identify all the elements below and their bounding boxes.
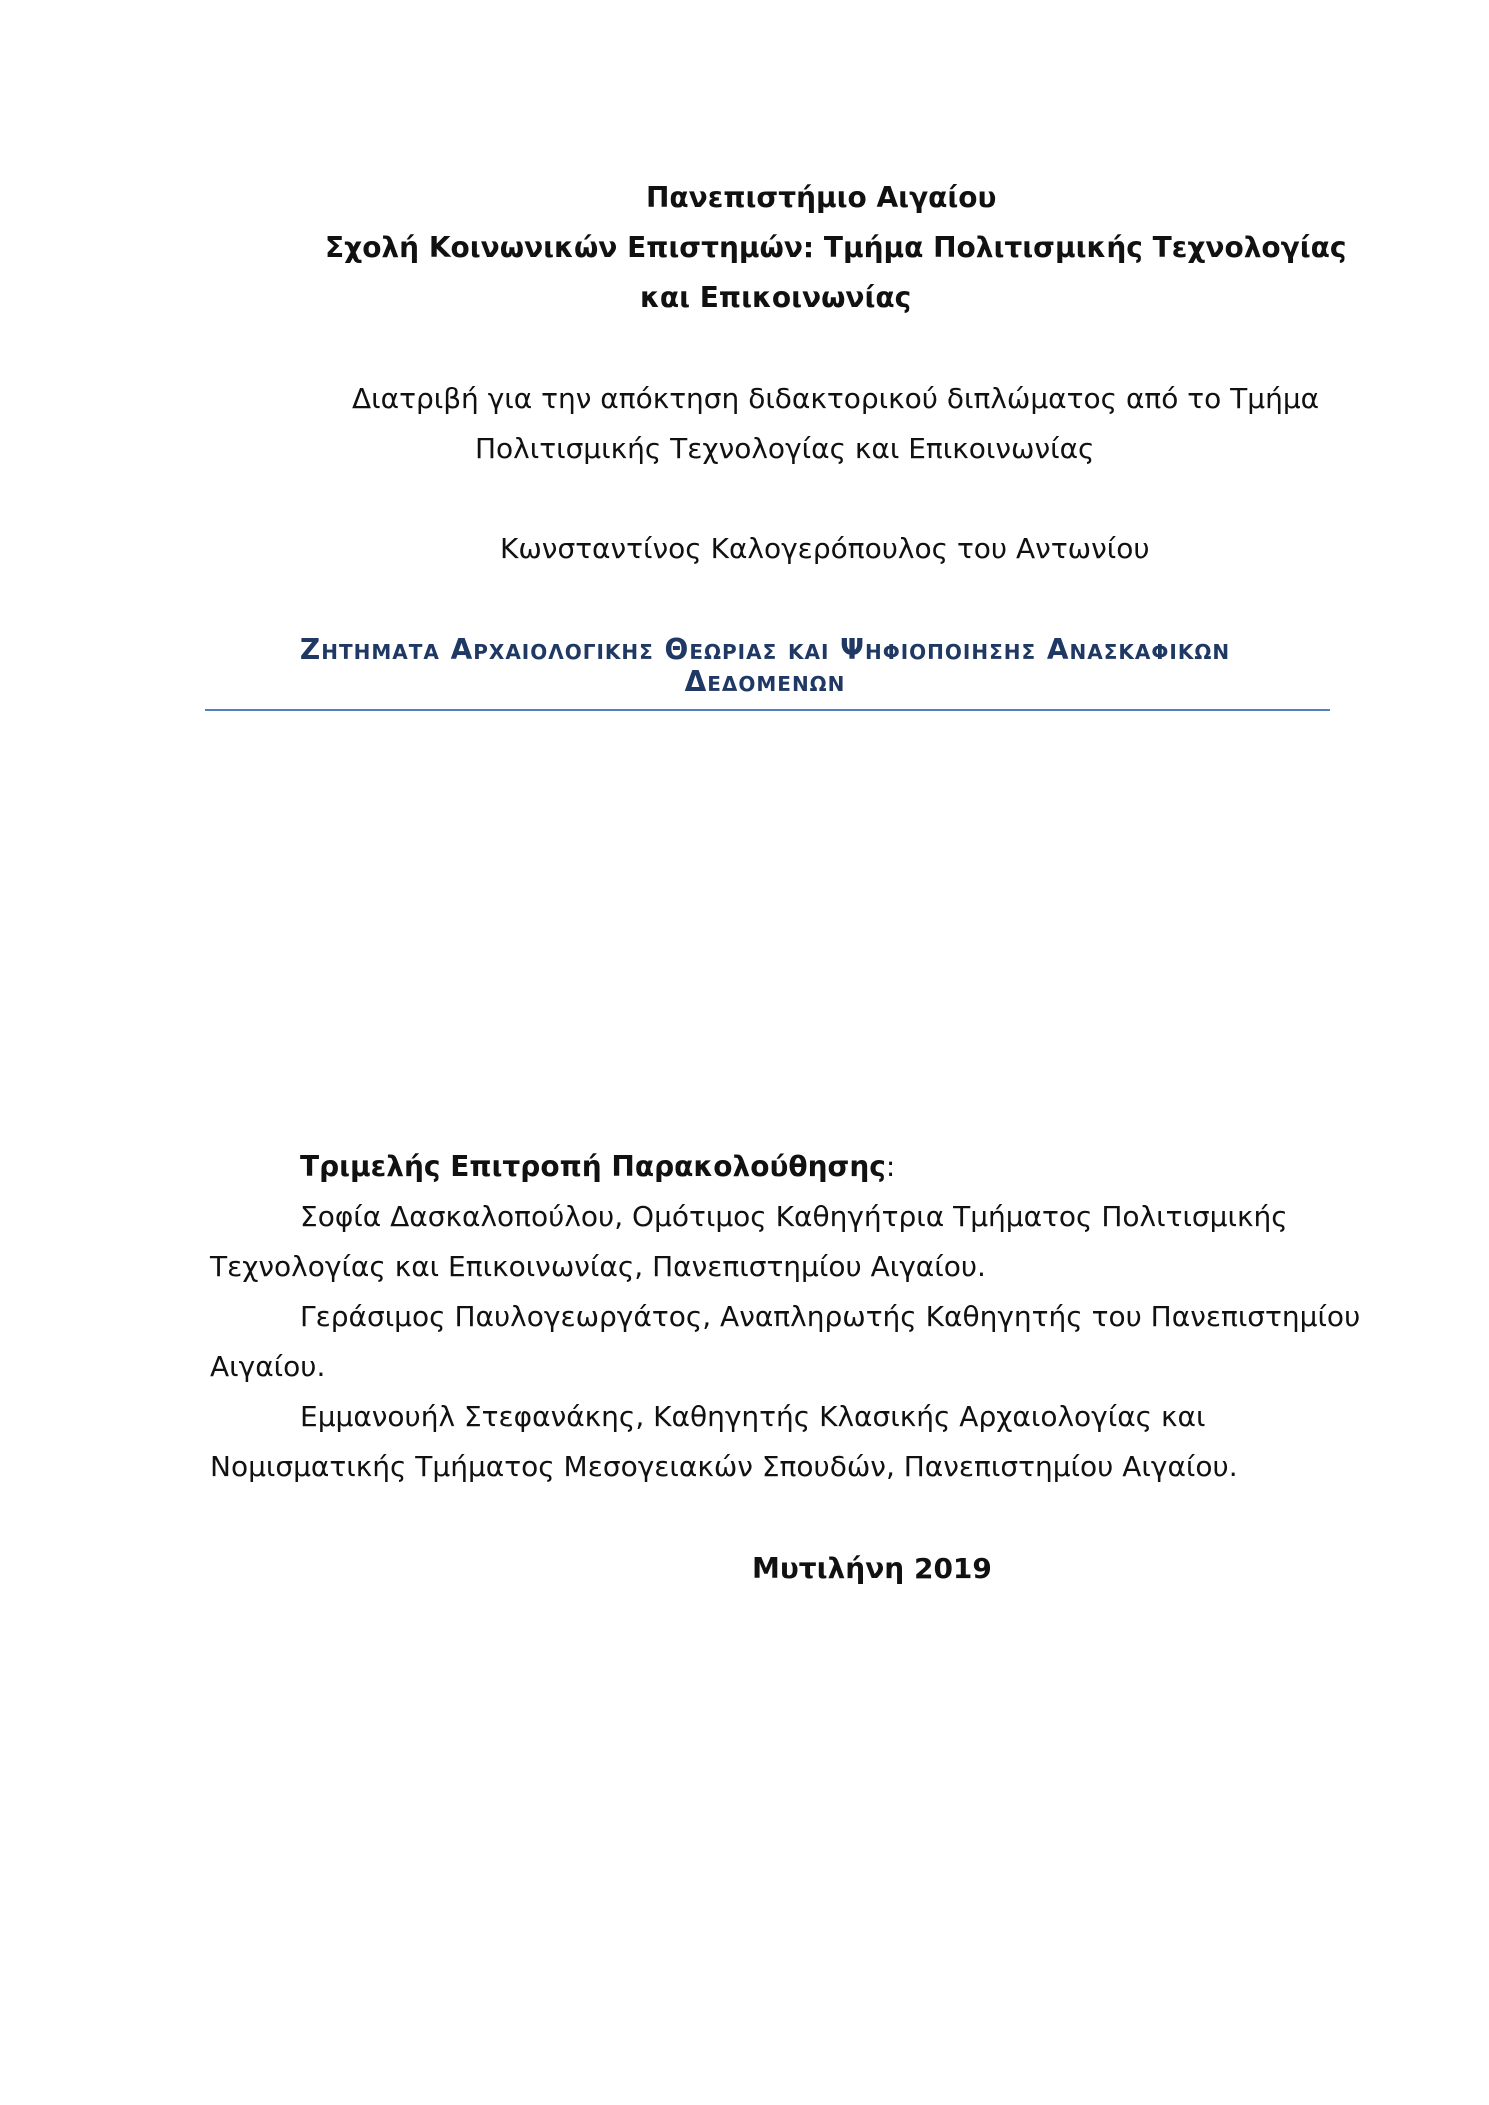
- place-and-year: Μυτιλήνη 2019: [752, 1552, 992, 1585]
- school-line-1: Σχολή Κοινωνικών Επιστημών: Τμήμα Πολιτισμικής Τεχνολογίας: [325, 231, 1347, 264]
- committee-member-3-line-1: Εμμανουήλ Στεφανάκης, Καθηγητής Κλασικής Αρχαιολογίας και: [300, 1400, 1206, 1433]
- title-underline: [205, 709, 1330, 711]
- committee-heading-colon: :: [885, 1150, 896, 1183]
- committee-heading: Τριμελής Επιτροπή Παρακολούθησης: [300, 1150, 886, 1183]
- purpose-line-2: Πολιτισμικής Τεχνολογίας και Επικοινωνίας: [475, 432, 1095, 465]
- thesis-title-line-2: Δεδομενων: [684, 665, 846, 698]
- university-name: Πανεπιστήμιο Αιγαίου: [646, 181, 997, 214]
- committee-heading-row: [300, 1150, 895, 1184]
- thesis-title-line-1: Ζητηματα Αρχαιολογικης Θεωριας και Ψηφιοποιησης Ανασκαφικων: [299, 633, 1231, 666]
- author-name: Κωνσταντίνος Καλογερόπουλος του Αντωνίου: [500, 532, 1150, 565]
- purpose-line-1: Διατριβή για την απόκτηση διδακτορικού διπλώματος από το Τμήμα: [352, 382, 1320, 415]
- committee-member-2-line-2: Αιγαίου.: [210, 1350, 326, 1383]
- committee-member-1-line-1: Σοφία Δασκαλοπούλου, Ομότιμος Καθηγήτρια Τμήματος Πολιτισμικής: [300, 1200, 1288, 1233]
- committee-member-2-line-1: Γεράσιμος Παυλογεωργάτος, Αναπληρωτής Καθηγητής του Πανεπιστημίου: [300, 1300, 1361, 1333]
- committee-member-1-line-2: Τεχνολογίας και Επικοινωνίας, Πανεπιστημίου Αιγαίου.: [210, 1250, 986, 1283]
- committee-member-3-line-2: Νομισματικής Τμήματος Μεσογειακών Σπουδών, Πανεπιστημίου Αιγαίου.: [210, 1450, 1238, 1483]
- school-line-2: και Επικοινωνίας: [640, 281, 912, 314]
